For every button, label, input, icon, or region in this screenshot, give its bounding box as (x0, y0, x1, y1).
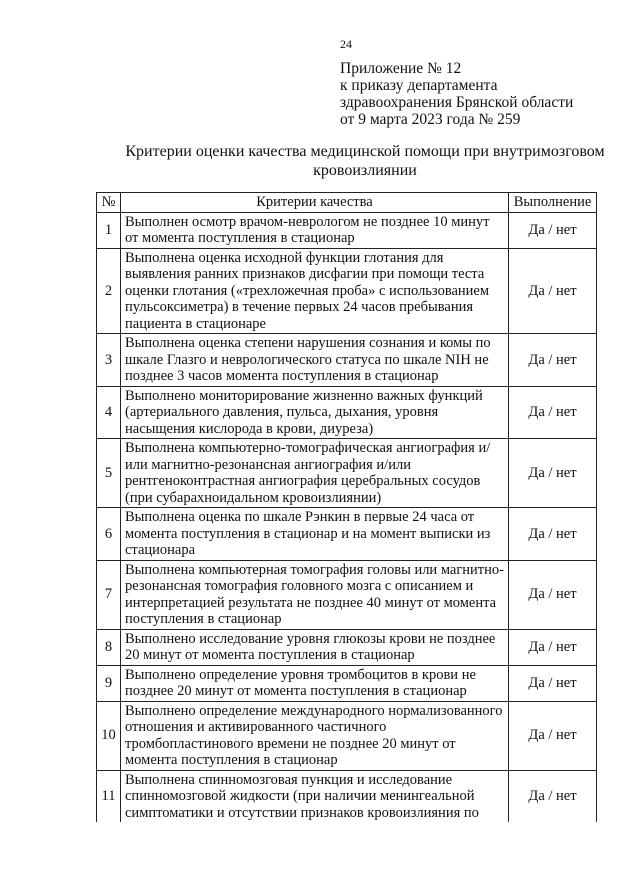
criterion-text: Выполнена оценка степени нарушения сознания и комы по шкале Глазго и неврологического статуса по шкале NIH не позднее 3 часов момента поступления в стационар (121, 334, 509, 387)
criterion-text: Выполнен осмотр врачом-неврологом не позднее 10 минут от момента поступления в стационар (121, 212, 509, 248)
title-line: Критерии оценки качества медицинской помощи при внутримозговом (125, 143, 605, 160)
criterion-text: Выполнена оценка по шкале Рэнкин в первые 24 часа от момента поступления в стационар и на момент выписки из стационара (121, 508, 509, 561)
table-row (97, 508, 597, 561)
row-number: 8 (97, 629, 121, 665)
result-cell: Да / нет (509, 665, 597, 701)
result-cell: Да / нет (509, 770, 597, 822)
result-cell: Да / нет (509, 334, 597, 387)
table-row (97, 212, 597, 248)
table-row (97, 439, 597, 508)
appendix-line: от 9 марта 2023 года № 259 (340, 111, 521, 128)
result-cell: Да / нет (509, 248, 597, 334)
result-cell: Да / нет (509, 508, 597, 561)
table-body (97, 212, 597, 822)
table-row (97, 386, 597, 439)
row-number: 10 (97, 701, 121, 770)
table-row (97, 560, 597, 629)
appendix-block (340, 60, 573, 128)
result-cell: Да / нет (509, 629, 597, 665)
table-row (97, 665, 597, 701)
criterion-text: Выполнена оценка исходной функции глотания для выявления ранних признаков дисфагии при помощи теста оценки глотания («трехложечная проба» с использованием пульсоксиметра) в течение первых 24 часов пребывания пациента в стационаре (121, 248, 509, 334)
criterion-text: Выполнено определение международного нормализованного отношения и активированного частичного тромбопластинового времени не позднее 20 минут от момента поступления в стационар (121, 701, 509, 770)
table-row (97, 770, 597, 822)
row-number: 6 (97, 508, 121, 561)
row-number: 7 (97, 560, 121, 629)
title-line: кровоизлиянии (313, 162, 417, 179)
result-cell: Да / нет (509, 560, 597, 629)
row-number: 4 (97, 386, 121, 439)
criterion-text: Выполнено определение уровня тромбоцитов в крови не позднее 20 минут от момента поступления в стационар (121, 665, 509, 701)
header-criteria: Критерии качества (121, 193, 509, 213)
criteria-table (96, 192, 597, 822)
table-row (97, 334, 597, 387)
row-number: 2 (97, 248, 121, 334)
result-cell: Да / нет (509, 439, 597, 508)
table-row (97, 629, 597, 665)
table-row (97, 701, 597, 770)
row-number: 9 (97, 665, 121, 701)
appendix-line: Приложение № 12 (340, 60, 462, 77)
page-number: 24 (340, 37, 352, 51)
result-cell: Да / нет (509, 212, 597, 248)
row-number: 5 (97, 439, 121, 508)
row-number: 1 (97, 212, 121, 248)
result-cell: Да / нет (509, 386, 597, 439)
criterion-text: Выполнена компьютерная томография головы или магнитно-резонансная томография головного мозга с описанием и интерпретацией результата не позднее 40 минут от момента поступления в стационар (121, 560, 509, 629)
header-result: Выполнение (509, 193, 597, 213)
table-header-row (97, 193, 597, 213)
criterion-text: Выполнено мониторирование жизненно важных функций (артериального давления, пульса, дыхания, уровня насыщения кислорода в крови, диуреза) (121, 386, 509, 439)
table-row (97, 248, 597, 334)
criterion-text: Выполнено исследование уровня глюкозы крови не позднее 20 минут от момента поступления в стационар (121, 629, 509, 665)
appendix-line: здравоохранения Брянской области (340, 94, 574, 111)
result-cell: Да / нет (509, 701, 597, 770)
document-title (120, 142, 610, 180)
criterion-text: Выполнена спинномозговая пункция и исследование спинномозговой жидкости (при наличии менингеальной симптоматики и отсутствии признаков кровоизлияния по (121, 770, 509, 822)
row-number: 3 (97, 334, 121, 387)
row-number: 11 (97, 770, 121, 822)
header-number: № (97, 193, 121, 213)
criterion-text: Выполнена компьютерно-томографическая ангиография и/или магнитно-резонансная ангиография и/или рентгеноконтрастная ангиография церебральных сосудов (при субарахноидальном кровоизлиянии) (121, 439, 509, 508)
appendix-line: к приказу департамента (340, 77, 498, 94)
